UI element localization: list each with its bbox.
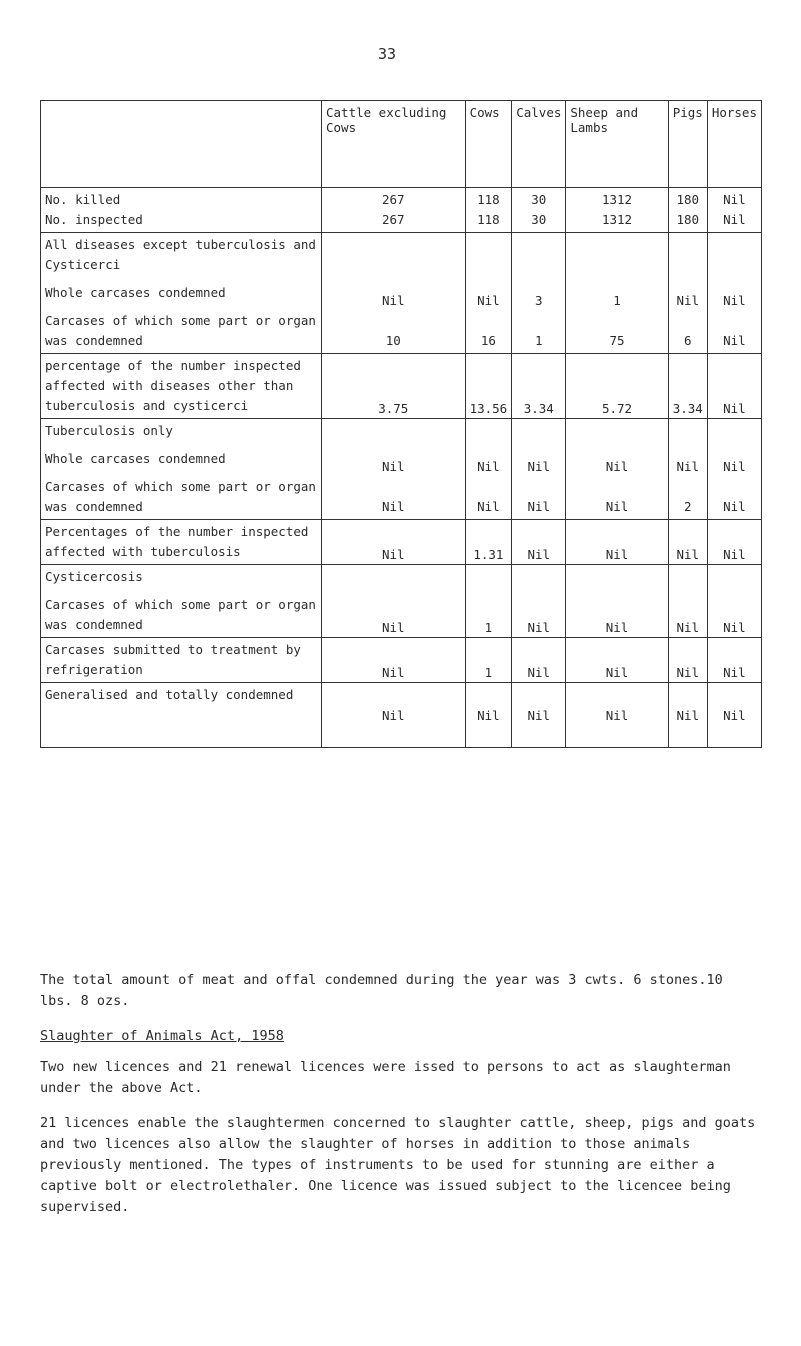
cell: Nil (707, 520, 761, 565)
row-label-all-pct: percentage of the number inspected affected with diseases other than tuberculosis and cysticerci (41, 354, 322, 419)
cell: 1312 (601, 192, 633, 207)
cell: Nil (566, 638, 668, 683)
cell: 1 (465, 638, 512, 683)
cell: Nil (668, 520, 707, 565)
cell: 1 (465, 565, 512, 638)
cell: Nil (477, 459, 500, 474)
row-label-refrigeration: Carcases submitted to treatment by refrigeration (41, 638, 322, 683)
cell: Nil (723, 293, 746, 308)
row-label-killed: No. killed (45, 192, 121, 207)
cell: Nil (465, 683, 512, 748)
col-cows: Cows (465, 101, 512, 188)
cell: 1 (613, 293, 621, 308)
header-blank (41, 101, 322, 188)
cell: Nil (668, 683, 707, 748)
cell: Nil (566, 565, 668, 638)
cell: Nil (723, 333, 746, 348)
row-label-tb-pct: Percentages of the number inspected affected with tuberculosis (41, 520, 322, 565)
cell: 1.31 (465, 520, 512, 565)
cell: Nil (512, 683, 566, 748)
row-label-inspected: No. inspected (45, 212, 143, 227)
cell: Nil (566, 520, 668, 565)
cell: Nil (707, 683, 761, 748)
cell: 30 (531, 212, 547, 227)
table-row (41, 419, 762, 520)
cell: Nil (723, 499, 746, 514)
table-row (41, 638, 762, 683)
cell: Nil (676, 459, 700, 474)
total-condemned-paragraph: The total amount of meat and offal condemned during the year was 3 cwts. 6 stones.10 lbs. 8 ozs. (40, 972, 723, 1009)
cell: 118 (477, 192, 500, 207)
cell: Nil (322, 565, 466, 638)
cell: 30 (531, 192, 547, 207)
cell: Nil (707, 638, 761, 683)
cell: 180 (676, 212, 700, 227)
col-horses: Horses (707, 101, 761, 188)
table-row (41, 188, 762, 233)
cell: Nil (512, 638, 566, 683)
table-row (41, 233, 762, 354)
section-header-cysticercosis: Cysticercosis (45, 569, 143, 584)
cell: Nil (605, 459, 629, 474)
section-header-tuberculosis: Tuberculosis only (45, 423, 173, 438)
row-label-generalised: Generalised and totally condemned (41, 683, 322, 748)
cell: Nil (512, 520, 566, 565)
cell: 2 (684, 499, 692, 514)
cell: Nil (668, 565, 707, 638)
cell: 180 (676, 192, 700, 207)
meat-inspection-table (40, 100, 762, 748)
cell: 13.56 (465, 354, 512, 419)
page-number: 33 (378, 45, 397, 63)
table-header-row (41, 101, 762, 188)
col-sheep: Sheep and Lambs (566, 101, 668, 188)
row-label-tb-part: Carcases of which some part or organ was condemned (45, 479, 316, 514)
cell: Nil (676, 293, 700, 308)
row-label-cyst-part: Carcases of which some part or organ was condemned (45, 597, 316, 632)
cell: Nil (322, 638, 466, 683)
cell: Nil (322, 520, 466, 565)
cell: Nil (477, 293, 500, 308)
cell: Nil (707, 354, 761, 419)
cell: Nil (668, 638, 707, 683)
cell: 3.34 (512, 354, 566, 419)
cell: 10 (385, 333, 401, 348)
cell: Nil (527, 499, 551, 514)
col-calves: Calves (512, 101, 566, 188)
cell: 3 (535, 293, 543, 308)
cell: 118 (477, 212, 500, 227)
cell: 267 (382, 192, 405, 207)
licences-paragraph: Two new licences and 21 renewal licences were issed to persons to act as slaughterman under the above Act. (40, 1059, 731, 1096)
cell: Nil (723, 212, 746, 227)
row-label-all-whole: Whole carcases condemned (45, 285, 226, 300)
report-text (40, 970, 760, 1232)
section-heading: Slaughter of Animals Act, 1958 (40, 1028, 284, 1044)
cell: Nil (477, 499, 500, 514)
cell: Nil (605, 499, 629, 514)
table-row (41, 683, 762, 748)
cell: 16 (480, 333, 496, 348)
cell: Nil (723, 459, 746, 474)
cell: Nil (382, 459, 405, 474)
cell: Nil (723, 192, 746, 207)
licence-types-paragraph: 21 licences enable the slaughtermen concerned to slaughter cattle, sheep, pigs and goats and two licences also allow the slaughter of horses in addition to those animals previously mentioned. The types of instruments to be used for stunning are either a captive bolt or electrolethaler. One licence was issued subject to the licencee being supervised. (40, 1115, 756, 1215)
cell: Nil (707, 565, 761, 638)
cell: 5.72 (566, 354, 668, 419)
table-row (41, 565, 762, 638)
cell: Nil (382, 293, 405, 308)
cell: 6 (684, 333, 692, 348)
cell: 75 (609, 333, 625, 348)
cell: Nil (527, 459, 551, 474)
row-label-all-part: Carcases of which some part or organ was condemned (45, 313, 316, 348)
table-row (41, 354, 762, 419)
cell: 1312 (601, 212, 633, 227)
cell: Nil (382, 499, 405, 514)
cell: Nil (322, 683, 466, 748)
col-pigs: Pigs (668, 101, 707, 188)
cell: 1 (535, 333, 543, 348)
cell: 267 (382, 212, 405, 227)
row-label-tb-whole: Whole carcases condemned (45, 451, 226, 466)
col-cattle: Cattle excluding Cows (322, 101, 466, 188)
cell: 3.75 (322, 354, 466, 419)
section-header-all-diseases: All diseases except tuberculosis and Cysticerci (45, 237, 316, 272)
table-row (41, 520, 762, 565)
cell: 3.34 (668, 354, 707, 419)
cell: Nil (512, 565, 566, 638)
cell: Nil (566, 683, 668, 748)
